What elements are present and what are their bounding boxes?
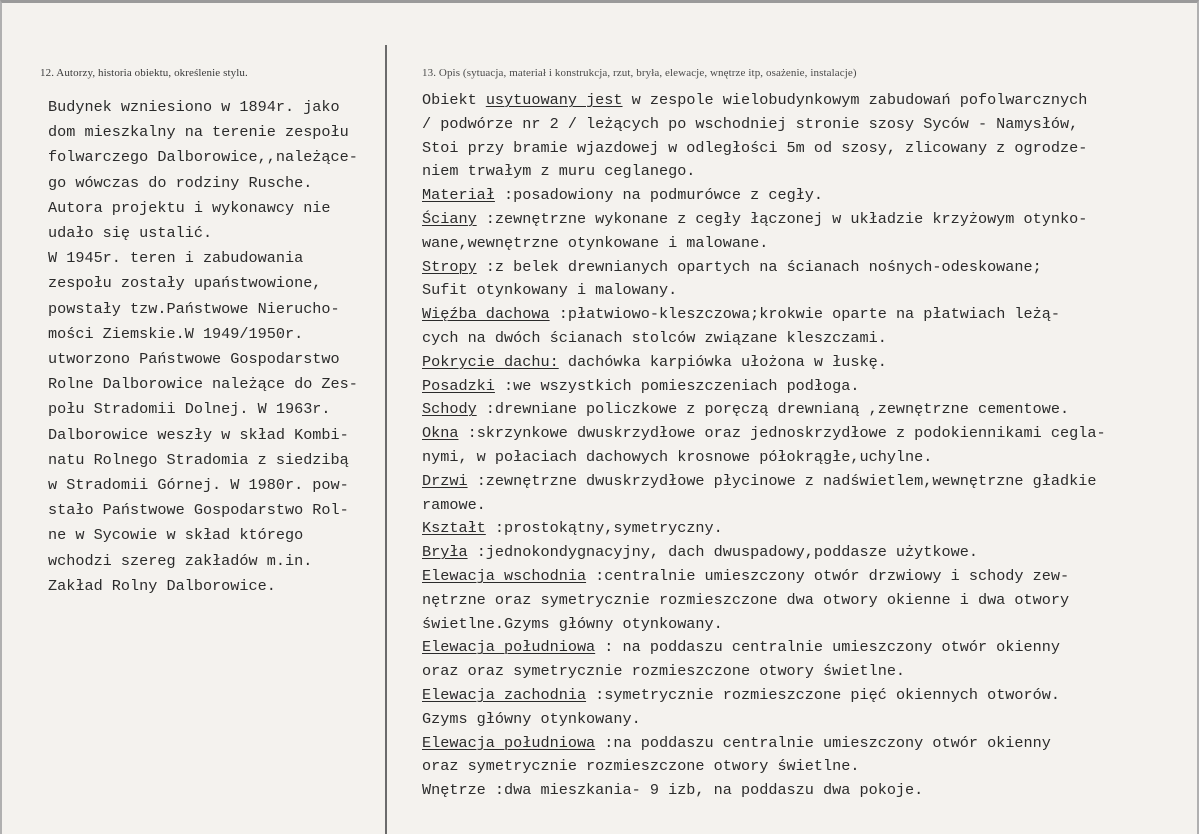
underlined-term: usytuowany jest — [485, 91, 623, 109]
description-line — [422, 375, 1182, 399]
underlined-term: Schody — [422, 400, 477, 419]
history-line: powstały tzw.Państwowe Nierucho- — [48, 299, 340, 318]
underlined-term: Elewacja południowa — [422, 638, 596, 657]
underlined-term: Elewacja zachodnia — [422, 685, 587, 704]
description-line — [422, 660, 1182, 684]
line-text: Wnętrze :dwa mieszkania- 9 izb, na poddaszu dwa pokoje. — [422, 781, 924, 800]
underlined-term: Posadzki — [422, 376, 495, 395]
description-line — [422, 422, 1182, 446]
history-line: go wówczas do rodziny Rusche. — [48, 173, 313, 192]
underlined-term: Ściany — [422, 209, 477, 228]
line-text: Obiekt — [422, 91, 486, 109]
line-text: / podwórze nr 2 / leżących po wschodniej stronie szosy Syców - Namysłów, — [422, 114, 1079, 133]
description-line — [422, 755, 1182, 779]
description-line — [422, 232, 1182, 256]
description-line — [422, 636, 1182, 660]
description-line — [422, 517, 1182, 541]
line-text: świetlne.Gzyms główny otynkowany. — [422, 614, 723, 633]
description-line — [422, 779, 1182, 803]
line-text: Gzyms główny otynkowany. — [422, 709, 641, 728]
line-text: dachówka karpiówka ułożona w łuskę. — [558, 352, 887, 371]
description-line — [422, 684, 1182, 708]
description-line — [422, 184, 1182, 208]
line-text: oraz oraz symetrycznie rozmieszczone otwory świetlne. — [422, 662, 906, 681]
description-line — [422, 541, 1182, 565]
description-line — [422, 327, 1182, 351]
line-text: nymi, w połaciach dachowych krosnowe półokrągłe,uchylne. — [422, 447, 933, 466]
history-line: połu Stradomii Dolnej. W 1963r. — [48, 400, 331, 419]
line-text: :z belek drewnianych opartych na ścianach nośnych-odeskowane; — [476, 257, 1042, 276]
line-text: ramowe. — [422, 495, 486, 514]
description-line — [422, 208, 1182, 232]
history-line: Rolne Dalborowice należące do Zes- — [48, 375, 358, 394]
line-text: wane,wewnętrzne otynkowane i malowane. — [422, 233, 769, 252]
line-text: :zewnętrzne wykonane z cegły łączonej w układzie krzyżowym otynko- — [476, 209, 1088, 228]
description-line — [422, 613, 1182, 637]
description-line — [422, 160, 1182, 184]
line-text: cych na dwóch ścianach stolców związane kleszczami. — [422, 328, 887, 347]
underlined-term: Okna — [422, 424, 459, 443]
underlined-term: Bryła — [422, 543, 468, 562]
description-line — [422, 351, 1182, 375]
history-line: Budynek wzniesiono w 1894r. jako — [48, 98, 340, 116]
description-line — [422, 708, 1182, 732]
underlined-term: Więźba dachowa — [422, 305, 550, 324]
description-line — [422, 732, 1182, 756]
history-line: w Stradomii Górnej. W 1980r. pow- — [48, 476, 349, 495]
line-text: niem trwałym z muru ceglanego. — [422, 162, 696, 181]
underlined-term: Elewacja wschodnia — [422, 566, 587, 585]
history-line: Dalborowice weszły w skład Kombi- — [48, 425, 349, 444]
line-text: :zewnętrzne dwuskrzydłowe płycinowe z nadświetlem,wewnętrzne gładkie — [467, 471, 1097, 490]
history-line: Autora projektu i wykonawcy nie — [48, 198, 331, 217]
description-line — [422, 279, 1182, 303]
line-text: :centralnie umieszczony otwór drzwiowy i schody zew- — [586, 566, 1070, 585]
line-text: : na poddaszu centralnie umieszczony otwór okienny — [595, 638, 1060, 657]
line-text: w zespole wielobudynkowym zabudowań pofolwarcznych — [622, 91, 1088, 109]
description-line — [422, 494, 1182, 518]
line-text: Stoi przy bramie wjazdowej w odległości 5m od szosy, zlicowany z ogrodze- — [422, 138, 1088, 157]
line-text: nętrzne oraz symetrycznie rozmieszczone dwa otwory okienne i dwa otwory — [422, 590, 1070, 609]
description-line — [422, 89, 1182, 113]
line-text: :we wszystkich pomieszczeniach podłoga. — [494, 376, 860, 395]
line-text: :drewniane policzkowe z poręczą drewnianą ,zewnętrzne cementowe. — [476, 400, 1070, 419]
description-line — [422, 446, 1182, 470]
underlined-term: Pokrycie dachu: — [422, 352, 559, 371]
line-text: :na poddaszu centralnie umieszczony otwór okienny — [595, 733, 1051, 752]
history-line: W 1945r. teren i zabudowania — [48, 249, 304, 268]
column-divider — [385, 45, 387, 834]
underlined-term: Stropy — [422, 257, 477, 276]
description-line — [422, 565, 1182, 589]
underlined-term: Drzwi — [422, 471, 468, 490]
history-line: utworzono Państwowe Gospodarstwo — [48, 350, 340, 369]
description-line — [422, 303, 1182, 327]
description-text-block — [422, 89, 1182, 803]
line-text: :skrzynkowe dwuskrzydłowe oraz jednoskrzydłowe z podokiennikami cegla- — [458, 424, 1106, 443]
line-text: :symetrycznie rozmieszczone pięć okiennych otworów. — [586, 685, 1060, 704]
line-text: :płatwiowo-kleszczowa;krokwie oparte na płatwiach leżą- — [549, 305, 1060, 324]
history-line: udało się ustalić. — [48, 224, 213, 243]
history-line: folwarczego Dalborowice,,należące- — [48, 148, 358, 167]
underlined-term: Materiał — [422, 186, 495, 205]
description-line — [422, 113, 1182, 137]
history-line: ne w Sycowie w skład którego — [48, 526, 304, 545]
history-line: wchodzi szereg zakładów m.in. — [48, 551, 313, 570]
history-line: stało Państwowe Gospodarstwo Rol- — [48, 501, 349, 520]
line-text: :prostokątny,symetryczny. — [485, 519, 723, 538]
history-text-block — [48, 95, 378, 599]
description-line — [422, 470, 1182, 494]
history-line: dom mieszkalny na terenie zespołu — [48, 123, 349, 142]
history-line: mości Ziemskie.W 1949/1950r. — [48, 324, 304, 343]
line-text: Sufit otynkowany i malowany. — [422, 281, 678, 300]
line-text: :jednokondygnacyjny, dach dwuspadowy,poddasze użytkowe. — [467, 543, 978, 562]
history-line: natu Rolnego Stradomia z siedzibą — [48, 450, 349, 469]
description-line — [422, 589, 1182, 613]
history-line: Zakład Rolny Dalborowice. — [48, 576, 276, 595]
section-12-heading: 12. Autorzy, historia obiektu, określenie stylu. — [40, 67, 248, 79]
description-line — [422, 256, 1182, 280]
underlined-term: Elewacja południowa — [422, 733, 596, 752]
line-text: :posadowiony na podmurówce z cegły. — [494, 186, 824, 205]
history-line: zespołu zostały upaństwowione, — [48, 274, 322, 293]
underlined-term: Kształt — [422, 519, 486, 538]
description-line — [422, 398, 1182, 422]
line-text: oraz symetrycznie rozmieszczone otwory świetlne. — [422, 757, 860, 776]
section-13-heading: 13. Opis (sytuacja, materiał i konstrukcja, rzut, bryła, elewacje, wnętrze itp, osażenie, instalacje) — [422, 67, 857, 79]
description-line — [422, 137, 1182, 161]
